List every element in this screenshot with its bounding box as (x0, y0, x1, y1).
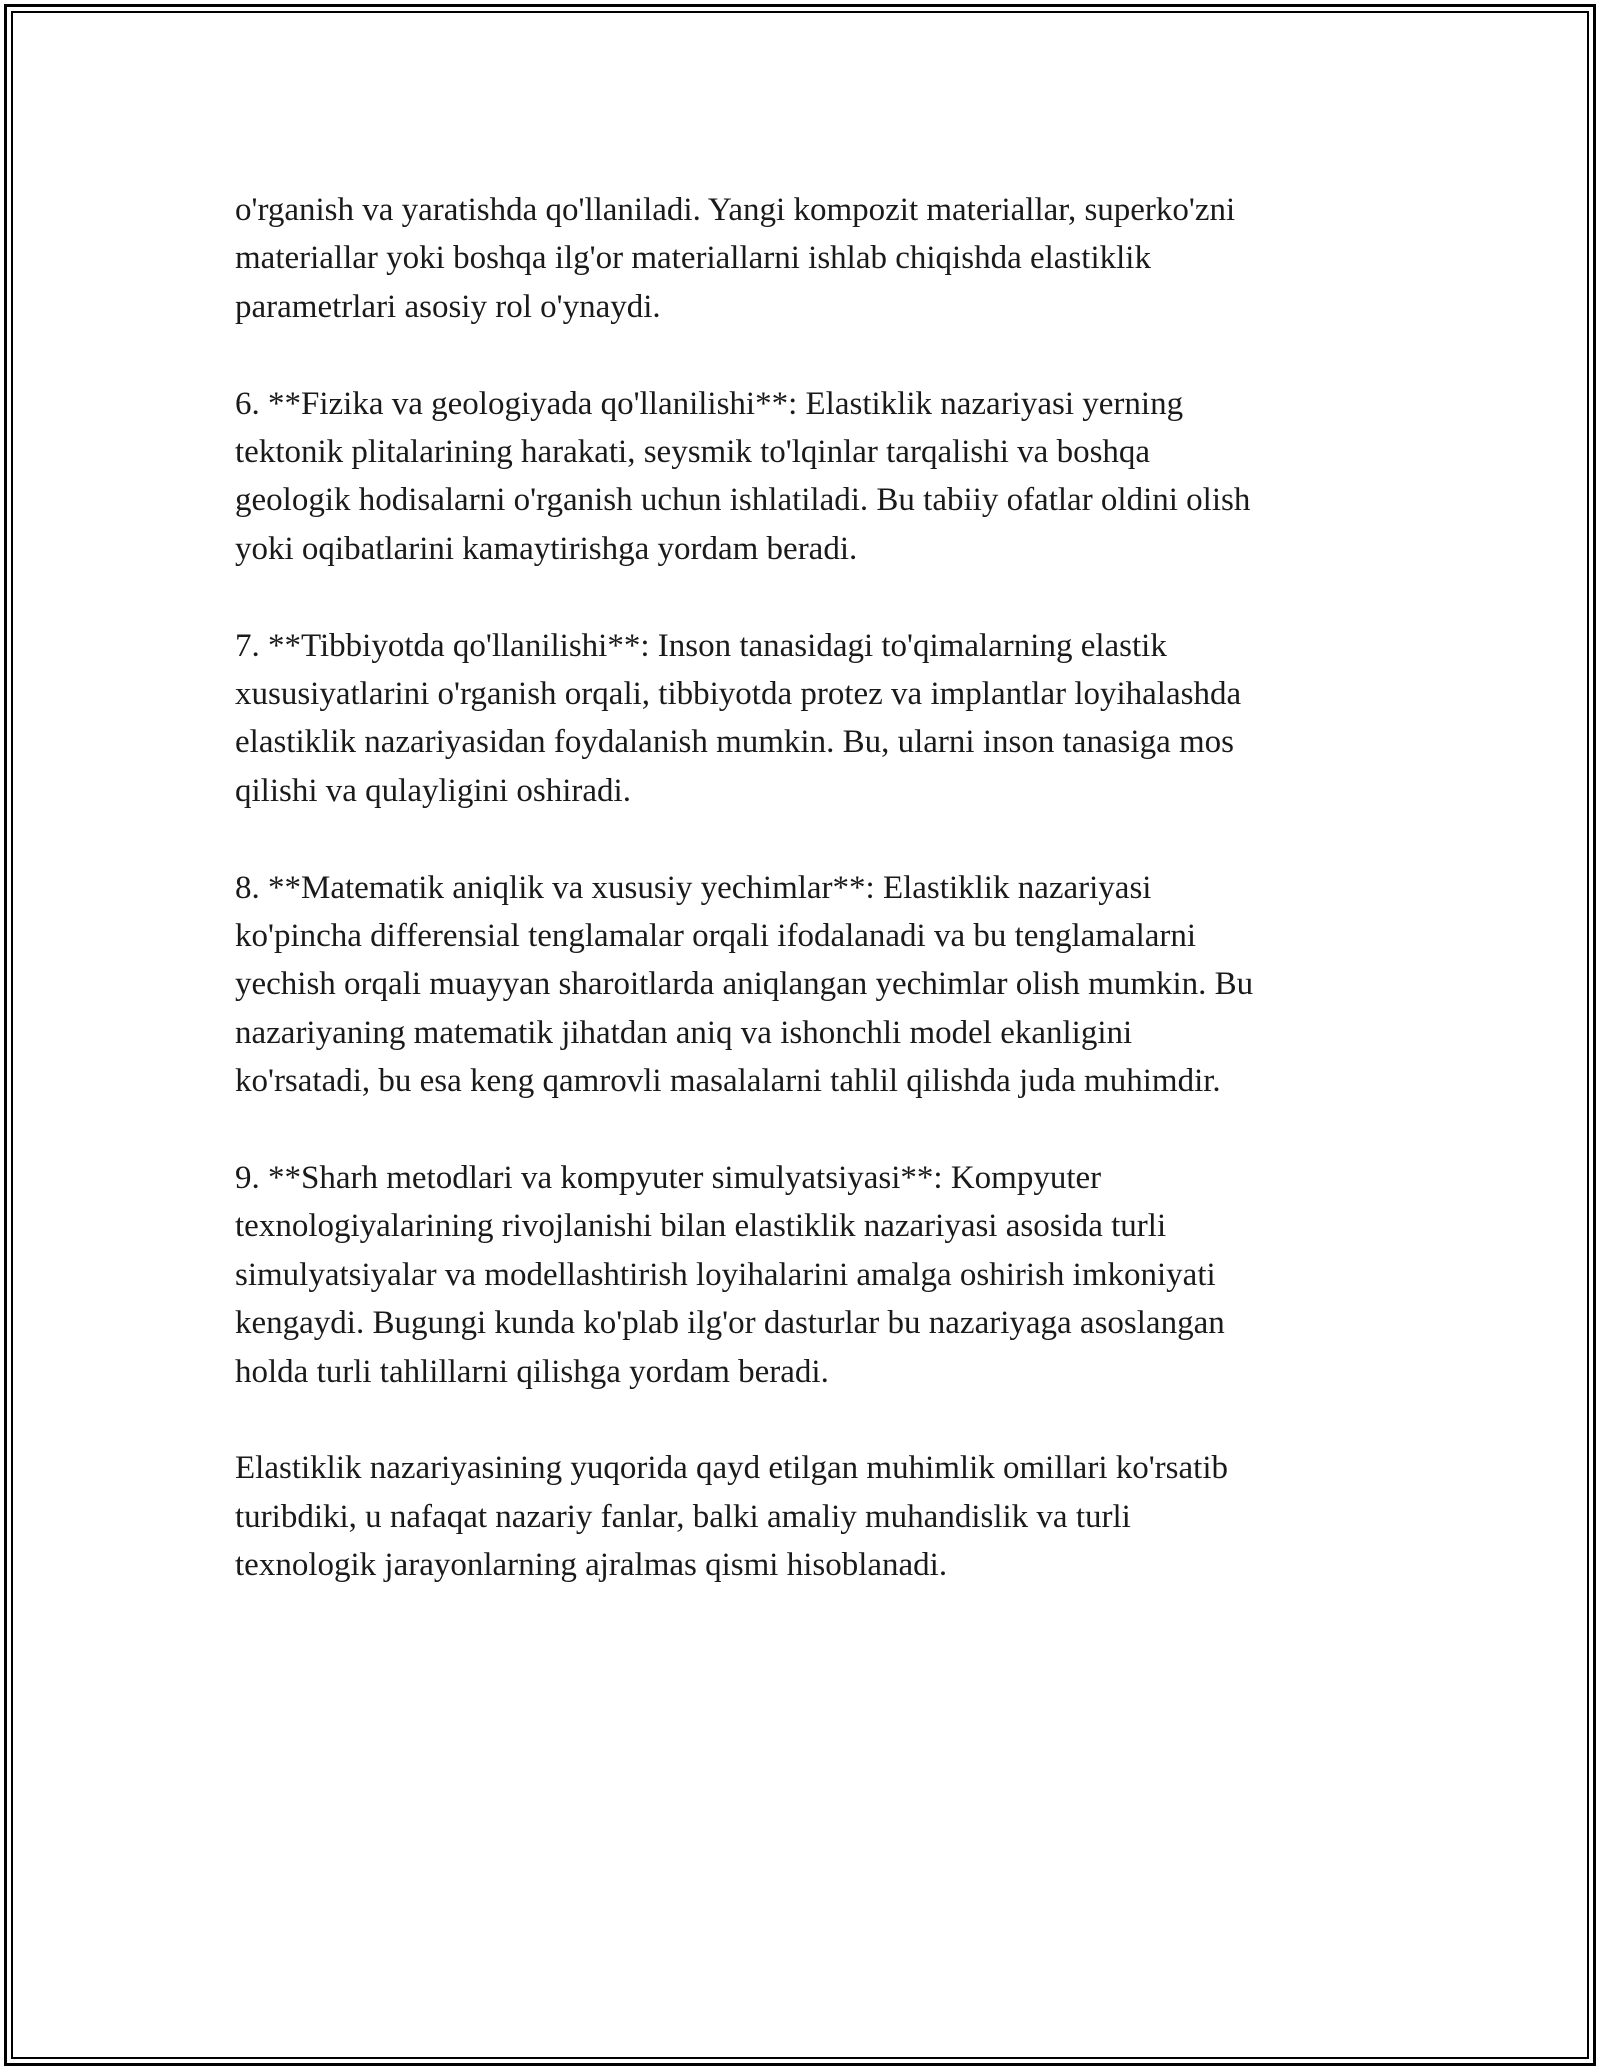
paragraph-item-6: 6. **Fizika va geologiyada qo'llanilishi**: Elastiklik nazariyasi yerning tektonik plitalarining harakati, seysmik to'lqinlar tarqalishi va boshqa geologik hodisalarni o'rganish uchun ishlatiladi. Bu tabiiy ofatlar oldini olish yoki oqibatlarini kamaytirishga yordam beradi. (235, 385, 1251, 567)
paragraph-item-7: 7. **Tibbiyotda qo'llanilishi**: Inson tanasidagi to'qimalarning elastik xususiyatlarini o'rganish orqali, tibbiyotda protez va implantlar loyihalashda elastiklik nazariyasidan foydalanish mumkin. Bu, ularni inson tanasiga mos qilishi va qulayligini oshiradi. (235, 627, 1242, 809)
paragraph-conclusion: Elastiklik nazariyasining yuqorida qayd etilgan muhimlik omillari ko'rsatib turibdiki, u nafaqat nazariy fanlar, balki amaliy muhandislik va turli texnologik jarayonlarning ajralmas qismi hisoblanadi. (235, 1450, 1228, 1584)
paragraph-item-9: 9. **Sharh metodlari va kompyuter simulyatsiyasi**: Kompyuter texnologiyalarining rivojlanishi bilan elastiklik nazariyasi asosida turli simulyatsiyalar va modellashtirish loyihalarini amalga oshirish imkoniyati kengaydi. Bugungi kunda ko'plab ilg'or dasturlar bu nazariyaga asoslangan holda turli tahlillarni qilishga yordam beradi. (235, 1160, 1225, 1390)
paragraph-item-8: 8. **Matematik aniqlik va xususiy yechimlar**: Elastiklik nazariyasi ko'pincha differensial tenglamalar orqali ifodalanadi va bu tenglamalarni yechish orqali muayyan sharoitlarda aniqlangan yechimlar olish mumkin. Bu nazariyaning matematik jihatdan aniq va ishonchli model ekanligini ko'rsatadi, bu esa keng qamrovli masalalarni tahlil qilishda juda muhimdir. (235, 869, 1254, 1100)
document-body (235, 186, 1375, 1638)
paragraph-continuation: o'rganish va yaratishda qo'llaniladi. Yangi kompozit materiallar, superko'zni materiallar yoki boshqa ilg'or materiallarni ishlab chiqishda elastiklik parametrlari asosiy rol o'ynaydi. (235, 192, 1236, 325)
